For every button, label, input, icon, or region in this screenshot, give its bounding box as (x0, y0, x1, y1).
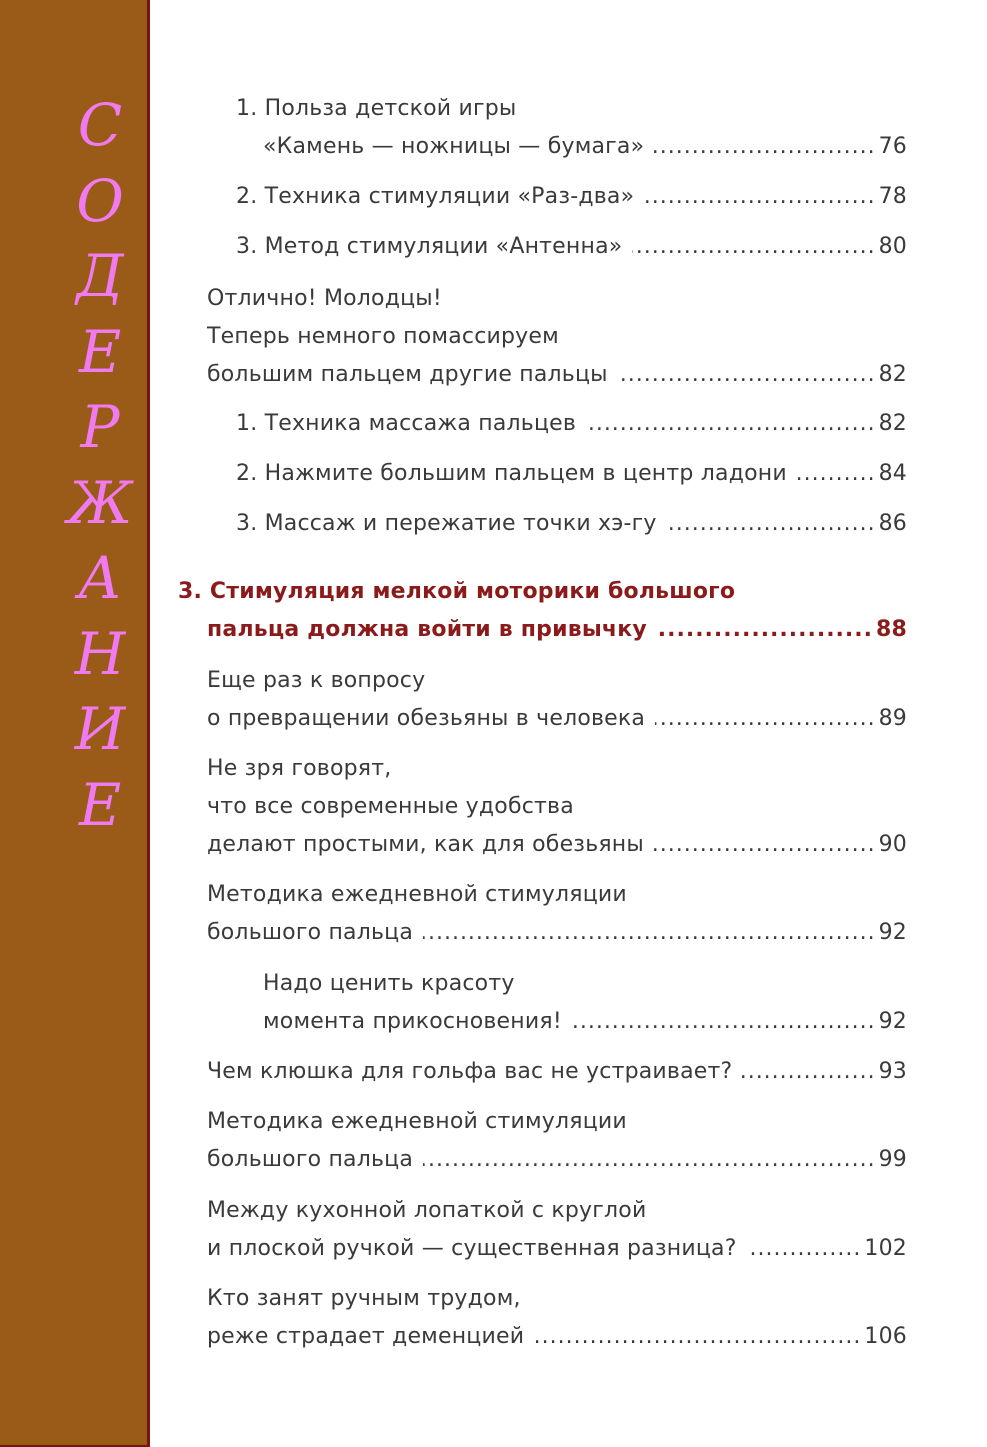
toc-entry-text: большого пальца (207, 1147, 414, 1172)
toc-entry-text: момента прикосновения! (263, 1009, 562, 1034)
toc-entry-text: 2. Нажмите большим пальцем в центр ладони (236, 461, 787, 486)
toc-entry-text: 3. Метод стимуляции «Антенна» (236, 234, 623, 259)
toc-entry-text: 1. Техника массажа пальцев (236, 411, 577, 436)
toc-entry-text: Еще раз к вопросу (207, 668, 426, 693)
dot-leader (534, 1318, 861, 1356)
toc-page-number: 89 (878, 706, 907, 731)
toc-entry-text: «Камень — ножницы — бумага» (263, 134, 645, 159)
toc-page-number: 80 (878, 234, 907, 259)
toc-entry[interactable] (0, 1280, 907, 1356)
toc-entry[interactable] (0, 876, 907, 952)
toc-entry[interactable] (0, 1103, 907, 1179)
dot-leader (618, 356, 876, 394)
toc-entry-text: 1. Польза детской игры (236, 96, 517, 121)
toc-page-number: 82 (878, 411, 907, 436)
title-letter: Р (80, 393, 120, 462)
toc-entry[interactable] (0, 965, 907, 1041)
toc-page-number: 86 (878, 511, 907, 536)
toc-entry-text: Между кухонной лопаткой с круглой (207, 1198, 647, 1223)
dot-leader (667, 505, 876, 543)
toc-entry-text: Методика ежедневной стимуляции (207, 1109, 627, 1134)
dot-leader (654, 826, 876, 864)
toc-entry-text: 3. Стимуляция мелкой моторики большого (178, 579, 736, 604)
toc-entry[interactable] (0, 750, 907, 864)
toc-page-number: 106 (864, 1324, 907, 1349)
title-letter: Е (78, 317, 122, 386)
toc-page-number: 82 (878, 362, 907, 387)
dot-leader (654, 128, 875, 166)
toc-page-number: 76 (878, 134, 907, 159)
toc-entry-text: реже страдает деменцией (207, 1324, 525, 1349)
dot-leader (644, 178, 875, 216)
dot-leader (586, 405, 876, 443)
title-letter: А (78, 544, 122, 613)
toc-entry-text: Кто занят ручным трудом, (207, 1286, 521, 1311)
toc-page-number: 90 (878, 832, 907, 857)
dot-leader (572, 1003, 876, 1041)
toc-page-number: 92 (878, 1009, 907, 1034)
toc-page-number: 78 (878, 184, 907, 209)
toc-entry[interactable] (0, 90, 907, 166)
toc-entry-text: Отлично! Молодцы! (207, 286, 442, 311)
toc-entry[interactable] (0, 573, 907, 649)
toc-entry[interactable] (0, 280, 907, 394)
dot-leader (423, 914, 876, 952)
toc-entry[interactable] (0, 505, 907, 543)
toc-page-number: 102 (864, 1236, 907, 1261)
title-letter: И (74, 695, 126, 764)
toc-entry[interactable] (0, 455, 907, 493)
dot-leader (747, 1230, 862, 1268)
toc-entry-text: пальца должна войти в привычку (207, 617, 647, 642)
toc-entry-text: Не зря говорят, (207, 756, 392, 781)
title-letter: Д (76, 242, 124, 311)
toc-entry-text: Чем клюшка для гольфа вас не устраивает? (207, 1059, 733, 1084)
toc-entry[interactable] (0, 178, 907, 216)
toc-entry-text: Надо ценить красоту (263, 971, 515, 996)
title-letter: О (76, 166, 124, 235)
toc-entry-text: 3. Массаж и пережатие точки хэ-гу (236, 511, 657, 536)
dot-leader (423, 1141, 876, 1179)
toc-page-number: 92 (878, 920, 907, 945)
dot-leader (655, 700, 876, 738)
toc-entry-text: 2. Техника стимуляции «Раз-два» (236, 184, 635, 209)
toc-entry[interactable] (0, 1053, 907, 1091)
toc-entry[interactable] (0, 228, 907, 266)
toc-page-number: 93 (878, 1059, 907, 1084)
toc-page-number: 88 (875, 617, 907, 642)
title-letter: Е (78, 770, 122, 839)
toc-entry-text: что все современные удобства (207, 794, 574, 819)
toc-entry-text: большого пальца (207, 920, 414, 945)
dot-leader (632, 228, 875, 266)
dot-leader (657, 611, 873, 649)
toc-entry-text: и плоской ручкой — существенная разница? (207, 1236, 737, 1261)
title-letter: Н (74, 619, 126, 688)
toc-entry-text: Теперь немного помассируем (207, 324, 559, 349)
title-letter: С (77, 91, 123, 159)
toc-entry-text: Методика ежедневной стимуляции (207, 882, 627, 907)
toc-page-number: 84 (878, 461, 907, 486)
toc-entry[interactable] (0, 1192, 907, 1268)
toc-entry-text: делают простыми, как для обезьяны (207, 832, 644, 857)
title-letter: Ж (67, 468, 133, 537)
dot-leader (797, 455, 876, 493)
toc-entry[interactable] (0, 662, 907, 738)
toc-entry[interactable] (0, 405, 907, 443)
toc-entry-text: о превращении обезьяны в человека (207, 706, 646, 731)
toc-page-number: 99 (878, 1147, 907, 1172)
toc-entry-text: большим пальцем другие пальцы (207, 362, 608, 387)
dot-leader (742, 1053, 875, 1091)
